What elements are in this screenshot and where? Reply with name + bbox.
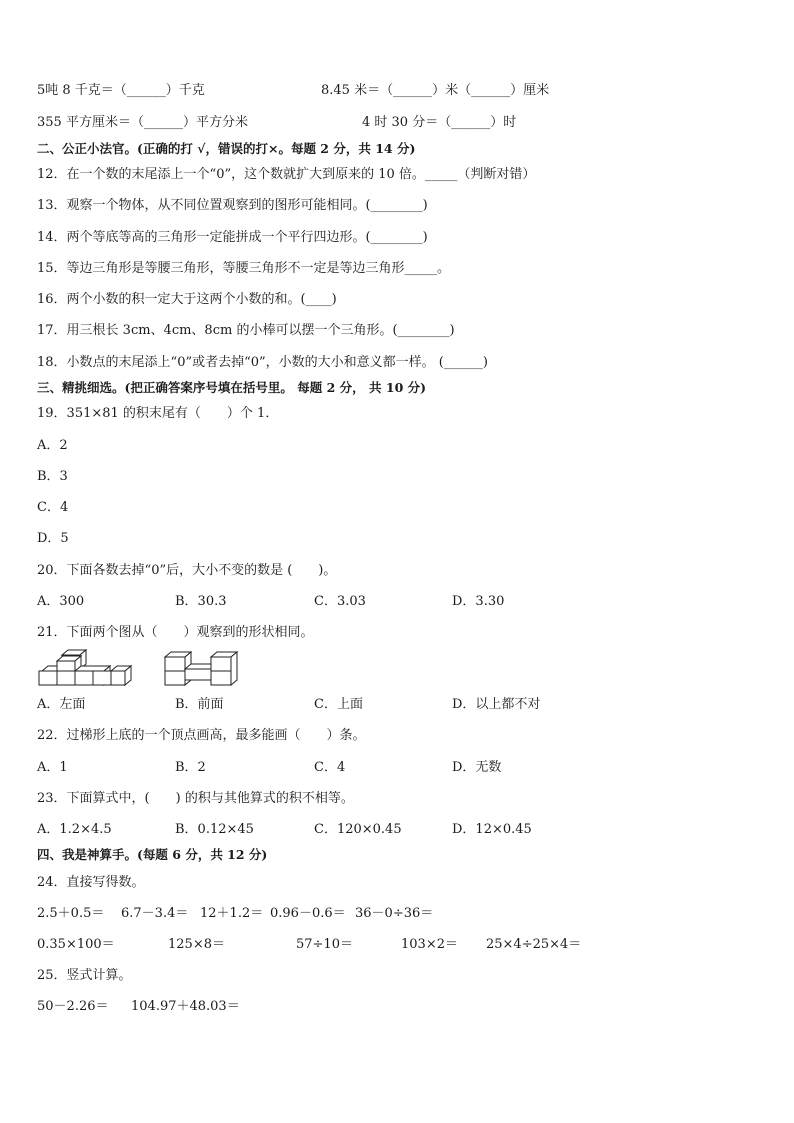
question-21-stem: 21．下面两个图从（ ）观察到的形状相同。 (37, 625, 314, 640)
q22-option-d: D．无数 (452, 760, 502, 775)
question-20-stem: 20．下面各数去掉“0”后，大小不变的数是 ( )。 (37, 563, 337, 578)
calc-24-r2-5: 25×4÷25×4＝ (486, 937, 582, 952)
section2-title: 二、公正小法官。(正确的打 √，错误的打×。每题 2 分，共 14 分) (37, 141, 416, 156)
question-15: 15．等边三角形是等腰三角形，等腰三角形不一定是等边三角形_____。 (37, 261, 451, 276)
q23-option-c: C．120×0.45 (314, 822, 402, 837)
calc-24-r1-1: 2.5＋0.5＝ (37, 906, 105, 921)
q22-option-c: C．4 (314, 760, 346, 775)
calc-24-r1-3: 12＋1.2＝ (200, 906, 264, 921)
q19-option-c: C．4 (37, 500, 69, 515)
q21-option-b: B．前面 (175, 697, 224, 712)
q23-option-a: A．1.2×4.5 (37, 822, 112, 837)
cube-figure-2 (163, 647, 243, 689)
question-23-stem: 23．下面算式中，( ) 的积与其他算式的积不相等。 (37, 791, 354, 806)
section3-title: 三、精挑细选。(把正确答案序号填在括号里。 每题 2 分， 共 10 分) (37, 380, 427, 395)
q19-option-a: A．2 (37, 438, 68, 453)
fill-blank-row2-left: 355 平方厘米＝（______）平方分米 (37, 115, 248, 130)
calc-25-2: 104.97＋48.03＝ (131, 999, 240, 1014)
calc-24-r2-1: 0.35×100＝ (37, 937, 115, 952)
q22-option-a: A．1 (37, 760, 68, 775)
q21-option-d: D．以上都不对 (452, 697, 541, 712)
q23-option-d: D．12×0.45 (452, 822, 532, 837)
q21-option-a: A．左面 (37, 697, 86, 712)
question-24-stem: 24．直接写得数。 (37, 875, 145, 890)
fill-blank-row2-right: 4 时 30 分＝（______）时 (362, 115, 517, 130)
fill-blank-row1-left: 5吨 8 千克＝（______）千克 (37, 83, 205, 98)
q20-option-a: A．300 (37, 594, 85, 609)
q19-option-d: D．5 (37, 531, 69, 546)
question-17: 17．用三根长 3cm、4cm、8cm 的小棒可以摆一个三角形。(________) (37, 323, 455, 338)
calc-24-r1-4: 0.96－0.6＝ (270, 906, 346, 921)
q21-option-c: C．上面 (314, 697, 363, 712)
calc-24-r1-2: 6.7－3.4＝ (121, 906, 189, 921)
question-18: 18．小数点的末尾添上“0”或者去掉“0”，小数的大小和意义都一样。 (______) (37, 355, 488, 370)
q22-option-b: B．2 (175, 760, 206, 775)
fill-blank-row1-right: 8.45 米＝（______）米（______）厘米 (321, 83, 550, 98)
calc-25-1: 50－2.26＝ (37, 999, 109, 1014)
question-19-stem: 19．351×81 的积末尾有（ ）个 1． (37, 406, 279, 421)
question-13: 13．观察一个物体，从不同位置观察到的图形可能相同。(________) (37, 198, 428, 213)
q20-option-d: D．3.30 (452, 594, 505, 609)
calc-24-r2-4: 103×2＝ (401, 937, 458, 952)
question-12: 12．在一个数的末尾添上一个“0”，这个数就扩大到原来的 10 倍。_____（判断对错） (37, 167, 536, 182)
section4-title: 四、我是神算手。(每题 6 分，共 12 分) (37, 847, 268, 862)
question-22-stem: 22．过梯形上底的一个顶点画高，最多能画（ ）条。 (37, 728, 366, 743)
calc-24-r2-3: 57÷10＝ (296, 937, 353, 952)
question-16: 16．两个小数的积一定大于这两个小数的和。(____) (37, 292, 337, 307)
q19-option-b: B．3 (37, 469, 68, 484)
calc-24-r2-2: 125×8＝ (168, 937, 225, 952)
question-14: 14．两个等底等高的三角形一定能拼成一个平行四边形。(________) (37, 230, 428, 245)
cube-figure-1 (37, 647, 141, 689)
q20-option-c: C．3.03 (314, 594, 366, 609)
calc-24-r1-5: 36－0÷36＝ (355, 906, 434, 921)
question-25-stem: 25．竖式计算。 (37, 968, 132, 983)
q20-option-b: B．30.3 (175, 594, 227, 609)
q23-option-b: B．0.12×45 (175, 822, 254, 837)
